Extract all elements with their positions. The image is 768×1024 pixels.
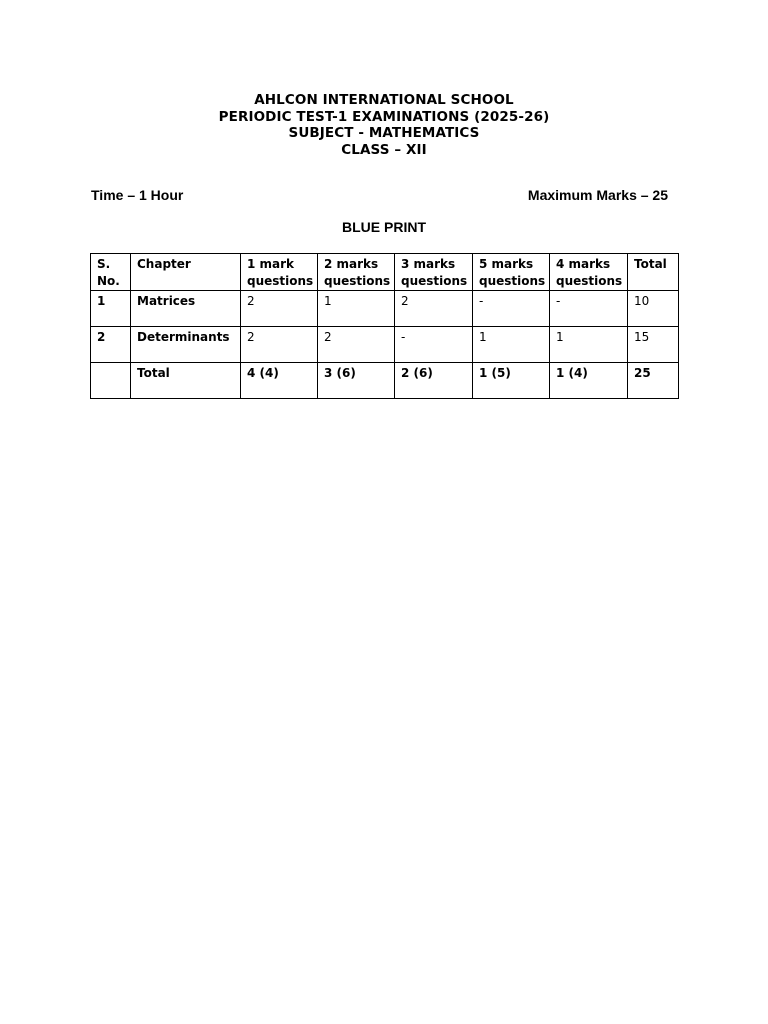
header-cell: Chapter bbox=[131, 254, 241, 291]
max-marks-label: Maximum Marks – 25 bbox=[527, 187, 668, 203]
header-cell: 4 marks questions bbox=[550, 254, 628, 291]
table-cell: Determinants bbox=[131, 327, 241, 363]
table-cell: 15 bbox=[628, 327, 679, 363]
table-header-row bbox=[91, 254, 679, 291]
header-cell: S. No. bbox=[91, 254, 131, 291]
document-header bbox=[0, 92, 768, 158]
table-cell: 1 (5) bbox=[473, 363, 550, 399]
table-cell: 3 (6) bbox=[318, 363, 395, 399]
class-title: CLASS – XII bbox=[341, 141, 427, 158]
table-cell: 25 bbox=[628, 363, 679, 399]
school-name: AHLCON INTERNATIONAL SCHOOL bbox=[254, 92, 514, 108]
table-cell: - bbox=[395, 327, 473, 363]
table-cell: - bbox=[550, 291, 628, 327]
header-cell: 3 marks questions bbox=[395, 254, 473, 291]
table-cell: Total bbox=[131, 363, 241, 399]
table-cell: 2 bbox=[241, 291, 318, 327]
table-cell: Matrices bbox=[131, 291, 241, 327]
subject-title: SUBJECT - MATHEMATICS bbox=[288, 125, 480, 141]
blueprint-table bbox=[90, 253, 679, 399]
table-cell: 2 bbox=[395, 291, 473, 327]
table-cell: 1 bbox=[550, 327, 628, 363]
table-cell: 4 (4) bbox=[241, 363, 318, 399]
table-cell: 1 bbox=[91, 291, 131, 327]
header-cell: 1 mark questions bbox=[241, 254, 318, 291]
exam-title: PERIODIC TEST-1 EXAMINATIONS (2025-26) bbox=[218, 108, 550, 125]
table-total-row bbox=[91, 363, 679, 399]
table-row bbox=[91, 291, 679, 327]
table-cell: 10 bbox=[628, 291, 679, 327]
table-cell: 1 bbox=[473, 327, 550, 363]
table-cell: 2 bbox=[91, 327, 131, 363]
table-cell bbox=[91, 363, 131, 399]
table-cell: - bbox=[473, 291, 550, 327]
table-row bbox=[91, 327, 679, 363]
blueprint-title: BLUE PRINT bbox=[342, 219, 426, 235]
table-cell: 1 bbox=[318, 291, 395, 327]
header-cell: Total bbox=[628, 254, 679, 291]
table-cell: 1 (4) bbox=[550, 363, 628, 399]
table-cell: 2 bbox=[241, 327, 318, 363]
header-cell: 2 marks questions bbox=[318, 254, 395, 291]
header-cell: 5 marks questions bbox=[473, 254, 550, 291]
table-cell: 2 (6) bbox=[395, 363, 473, 399]
table-cell: 2 bbox=[318, 327, 395, 363]
time-label: Time – 1 Hour bbox=[91, 187, 184, 203]
